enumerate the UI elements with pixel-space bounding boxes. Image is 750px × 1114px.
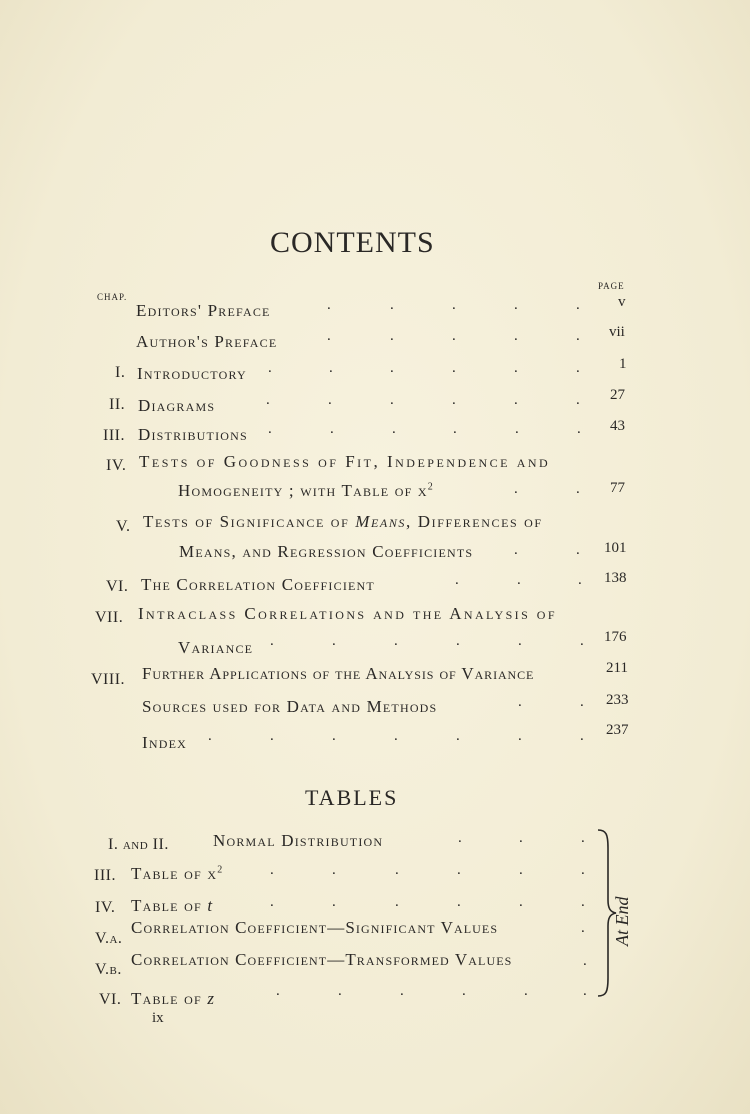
table-entry-number: V.b.: [95, 961, 122, 978]
table-entry-number: III.: [94, 867, 116, 884]
leader-dot: .: [519, 894, 523, 910]
toc-entry-number: II.: [109, 396, 126, 413]
leader-dot: .: [270, 728, 274, 744]
leader-dot: .: [390, 328, 394, 344]
leader-dot: .: [394, 633, 398, 649]
leader-dot: .: [514, 297, 518, 313]
leader-dot: .: [390, 360, 394, 376]
leader-dot: .: [266, 392, 270, 408]
leader-dot: .: [576, 481, 580, 497]
leader-dot: .: [581, 920, 585, 936]
leader-dot: .: [332, 862, 336, 878]
folio: ix: [152, 1010, 164, 1026]
leader-dot: .: [392, 421, 396, 437]
leader-dot: .: [332, 894, 336, 910]
leader-dot: .: [268, 360, 272, 376]
leader-dot: .: [270, 862, 274, 878]
leader-dot: .: [332, 728, 336, 744]
toc-entry-page: vii: [609, 324, 625, 340]
toc-entry-title: Sources used for Data and Methods: [142, 697, 438, 716]
toc-entry-page: 101: [604, 540, 627, 556]
leader-dot: .: [208, 728, 212, 744]
leader-dot: .: [327, 328, 331, 344]
page-label: PAGE: [598, 281, 625, 291]
table-entry-number: I. and II.: [108, 836, 169, 853]
leader-dot: .: [576, 328, 580, 344]
leader-dot: .: [583, 983, 587, 999]
toc-entry-page: 43: [610, 418, 625, 434]
leader-dot: .: [583, 953, 587, 969]
leader-dot: .: [457, 862, 461, 878]
toc-entry-title-cont: Variance: [178, 638, 254, 657]
leader-dot: .: [577, 421, 581, 437]
toc-entry-number: VI.: [106, 578, 129, 595]
table-entry-number: IV.: [95, 899, 116, 916]
leader-dot: .: [581, 862, 585, 878]
leader-dot: .: [329, 360, 333, 376]
toc-entry-title: Diagrams: [138, 396, 216, 415]
toc-entry-title: Tests of Significance of Means, Differences of: [143, 512, 543, 531]
leader-dot: .: [580, 633, 584, 649]
tables-heading: TABLES: [305, 785, 399, 810]
toc-entry-page: 77: [610, 480, 625, 496]
leader-dot: .: [514, 481, 518, 497]
leader-dot: .: [456, 633, 460, 649]
leader-dot: .: [576, 392, 580, 408]
leader-dot: .: [518, 694, 522, 710]
toc-entry-page: 176: [604, 629, 627, 645]
toc-entry-number: IV.: [106, 457, 127, 474]
toc-entry-number: V.: [116, 518, 131, 535]
leader-dot: .: [328, 392, 332, 408]
toc-entry-page: 233: [606, 692, 629, 708]
leader-dot: .: [519, 862, 523, 878]
leader-dot: .: [394, 728, 398, 744]
superscript: 2: [217, 864, 224, 876]
leader-dot: .: [390, 297, 394, 313]
contents-heading: CONTENTS: [270, 226, 435, 259]
toc-entry-title: Further Applications of the Analysis of Variance: [142, 664, 535, 683]
leader-dot: .: [581, 830, 585, 846]
toc-entry-title: Tests of Goodness of Fit, Independence and: [139, 452, 551, 471]
table-entry-title: Table of t: [131, 896, 214, 915]
leader-dot: .: [581, 894, 585, 910]
chap-label: CHAP.: [97, 292, 128, 302]
leader-dot: .: [327, 297, 331, 313]
leader-dot: .: [338, 983, 342, 999]
table-entry-title: Correlation Coefficient—Significant Values: [131, 918, 499, 937]
toc-entry-page: 1: [619, 356, 627, 372]
toc-entry-page: v: [618, 294, 626, 310]
superscript: 2: [427, 481, 434, 493]
leader-dot: .: [330, 421, 334, 437]
toc-entry-title: Index: [142, 733, 187, 752]
leader-dot: .: [400, 983, 404, 999]
leader-dot: .: [576, 542, 580, 558]
toc-entry-page: 138: [604, 570, 627, 586]
leader-dot: .: [456, 728, 460, 744]
toc-entry-page: 237: [606, 722, 629, 738]
toc-entry-number: VII.: [95, 609, 124, 626]
leader-dot: .: [332, 633, 336, 649]
leader-dot: .: [576, 297, 580, 313]
table-entry-title: Correlation Coefficient—Transformed Values: [131, 950, 513, 969]
leader-dot: .: [524, 983, 528, 999]
leader-dot: .: [457, 894, 461, 910]
toc-entry-title: The Correlation Coefficient: [141, 575, 375, 594]
leader-dot: .: [515, 421, 519, 437]
leader-dot: .: [518, 728, 522, 744]
toc-entry-page: 211: [606, 660, 628, 676]
toc-entry-title: Intraclass Correlations and the Analysis of: [138, 604, 557, 623]
leader-dot: .: [452, 328, 456, 344]
leader-dot: .: [519, 830, 523, 846]
toc-entry-title: Introductory: [137, 364, 247, 383]
leader-dot: .: [578, 572, 582, 588]
toc-entry-title: Author's Preface: [136, 332, 278, 351]
table-entry-title: Table of z: [131, 989, 216, 1008]
at-end-label: At End: [612, 896, 632, 946]
leader-dot: .: [390, 392, 394, 408]
leader-dot: .: [514, 360, 518, 376]
leader-dot: .: [395, 894, 399, 910]
table-entry-title: Table of $\chi^2$: [131, 864, 224, 883]
leader-dot: .: [514, 328, 518, 344]
leader-dot: .: [455, 572, 459, 588]
leader-dot: .: [452, 297, 456, 313]
toc-entry-page: 27: [610, 387, 625, 403]
leader-dot: .: [395, 862, 399, 878]
toc-entry-title: Editors' Preface: [136, 301, 271, 320]
toc-entry-title-cont: Means, and Regression Coefficients: [179, 542, 474, 561]
leader-dot: .: [270, 894, 274, 910]
leader-dot: .: [452, 392, 456, 408]
table-entry-number: V.a.: [95, 930, 123, 947]
table-entry-number: VI.: [99, 991, 122, 1008]
leader-dot: .: [462, 983, 466, 999]
toc-entry-title-cont: Homogeneity ; with Table of $\chi^2$: [178, 481, 434, 500]
leader-dot: .: [453, 421, 457, 437]
leader-dot: .: [518, 633, 522, 649]
leader-dot: .: [452, 360, 456, 376]
leader-dot: .: [270, 633, 274, 649]
leader-dot: .: [580, 728, 584, 744]
leader-dot: .: [514, 542, 518, 558]
toc-entry-number: VIII.: [91, 671, 126, 688]
toc-entry-title: Distributions: [138, 425, 248, 444]
leader-dot: .: [268, 421, 272, 437]
leader-dot: .: [576, 360, 580, 376]
leader-dot: .: [514, 392, 518, 408]
toc-entry-number: I.: [115, 364, 126, 381]
table-entry-title: Normal Distribution: [213, 831, 384, 850]
toc-entry-number: III.: [103, 427, 125, 444]
leader-dot: .: [276, 983, 280, 999]
leader-dot: .: [517, 572, 521, 588]
leader-dot: .: [458, 830, 462, 846]
leader-dot: .: [580, 694, 584, 710]
